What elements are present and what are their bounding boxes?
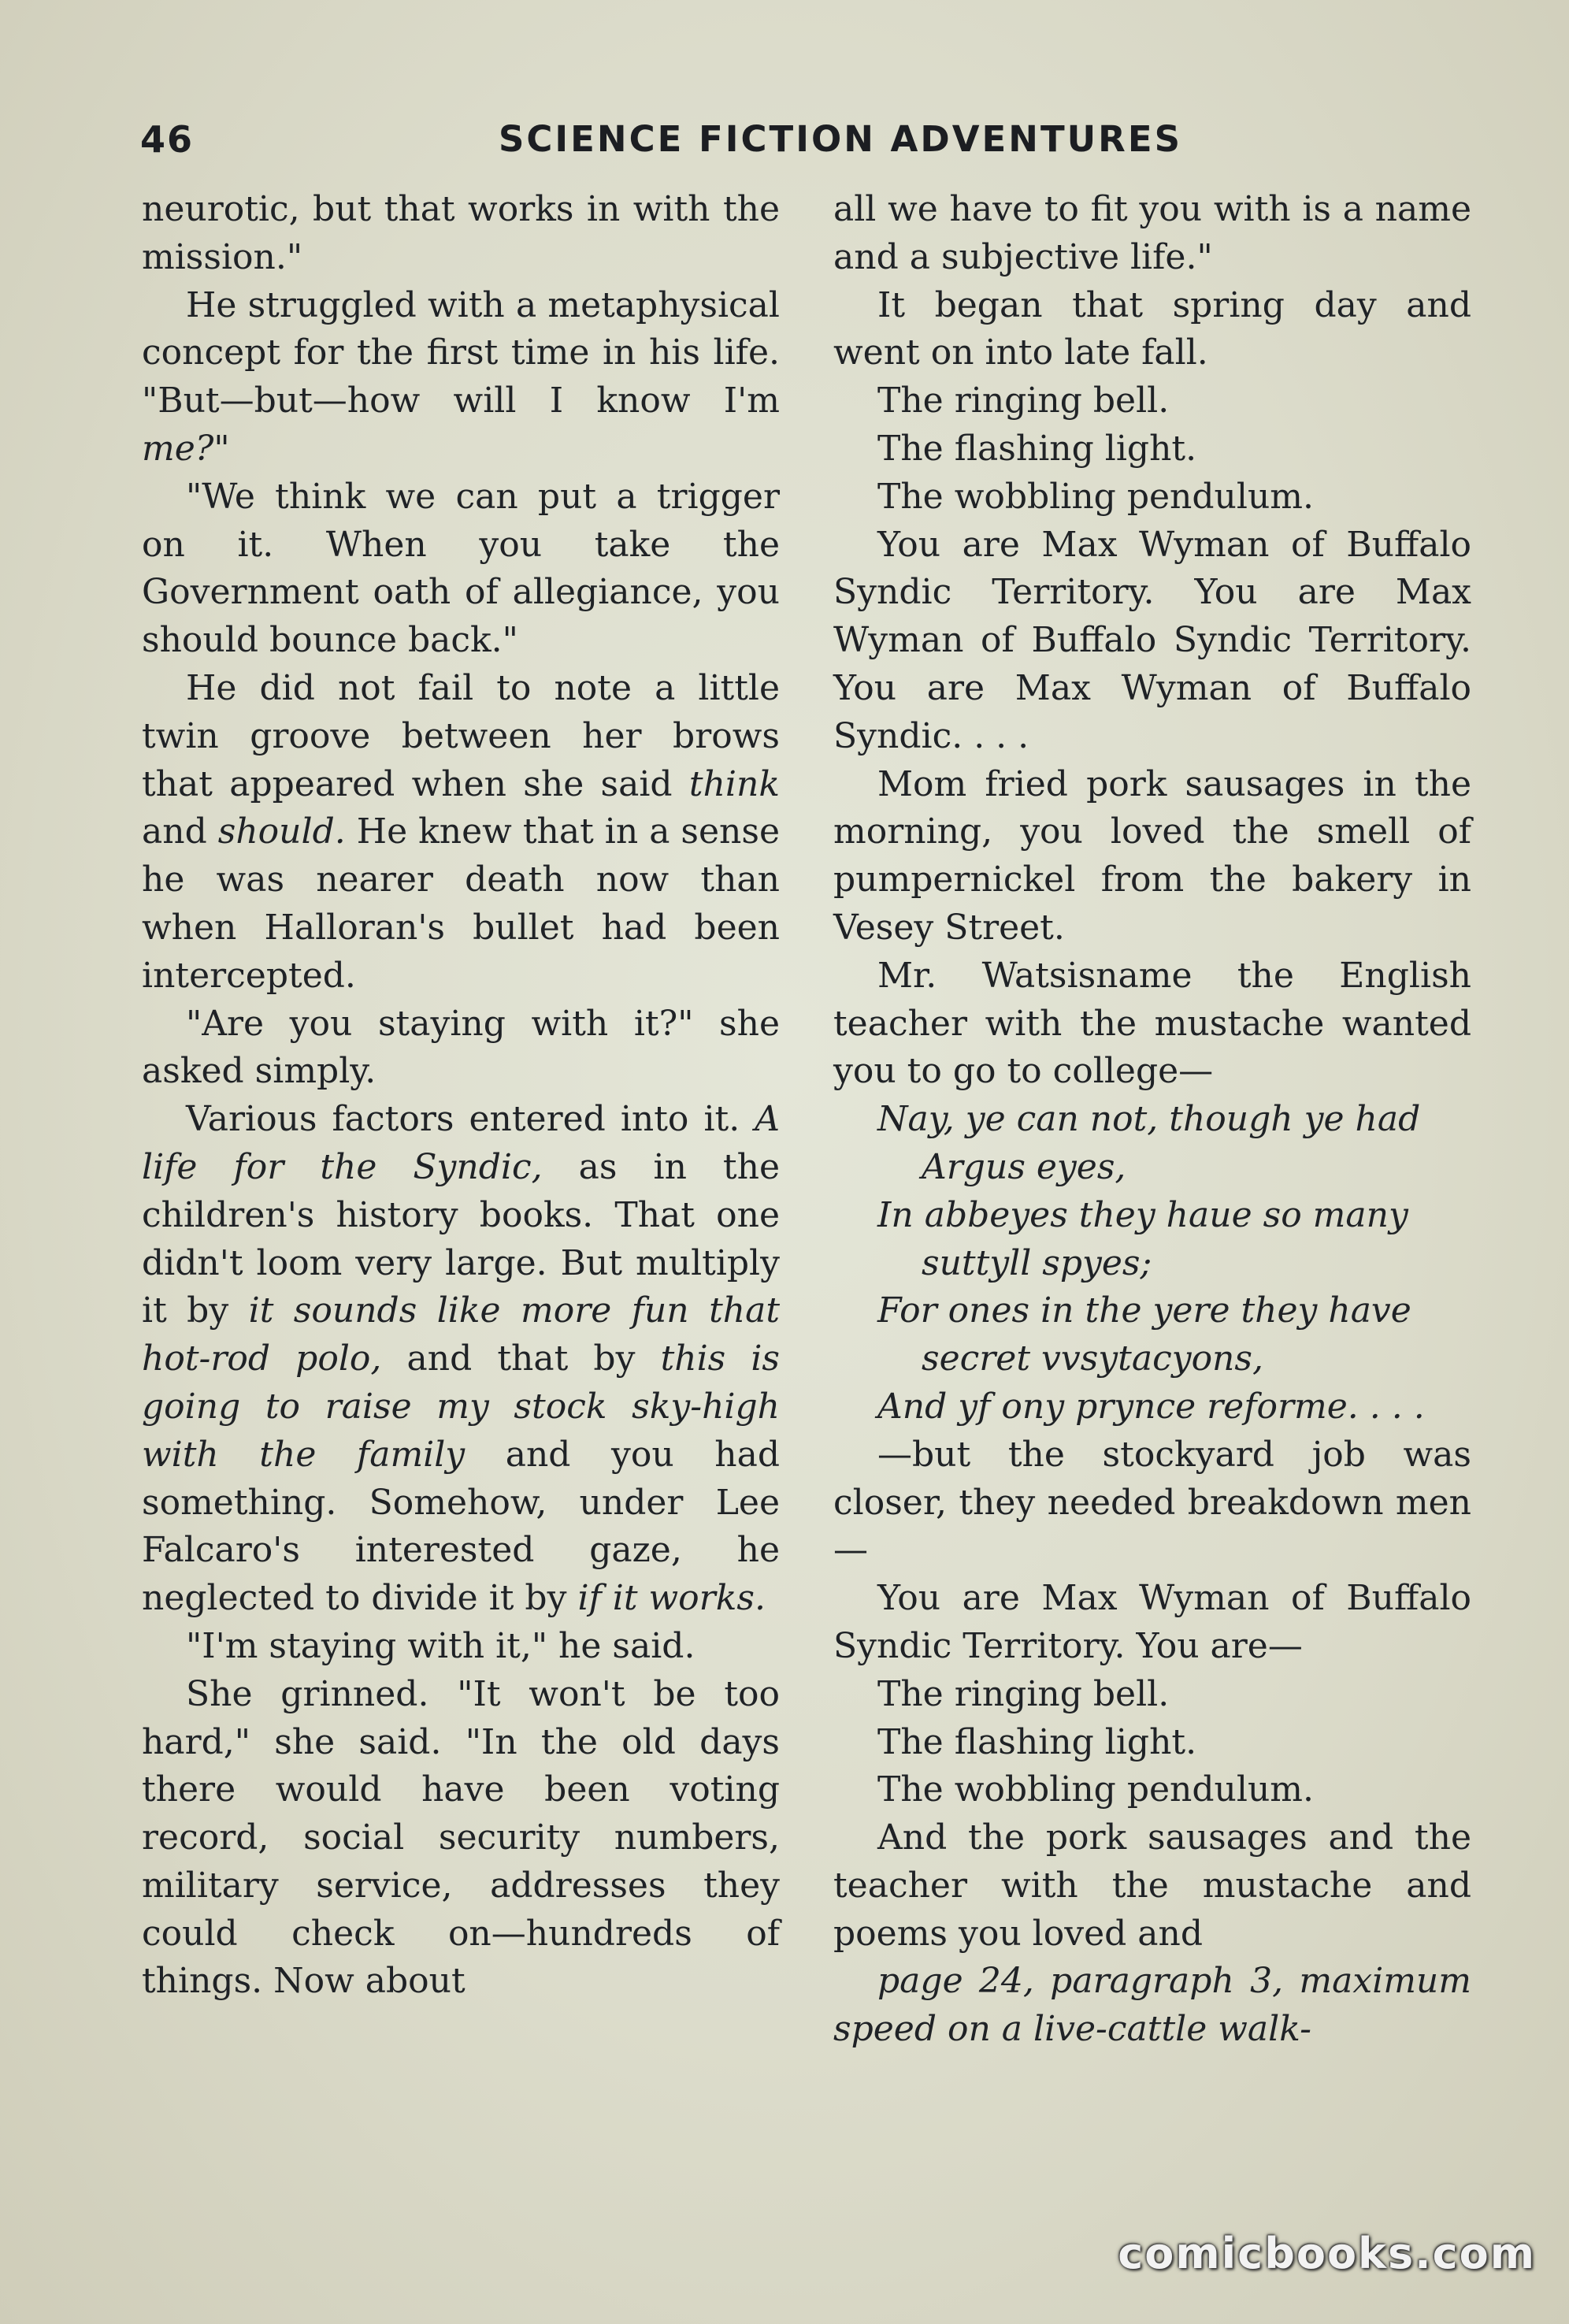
paragraph (142, 1096, 780, 1623)
paragraph: Mom fried pork sausages in the morning, you loved the smell of pumpernickel from the bakery in Vesey Street. (833, 763, 1471, 948)
paragraph: You are Max Wyman of Buffalo Syndic Territory. You are— (833, 1578, 1471, 1666)
paragraph: She grinned. "It won't be too hard," she said. "In the old days there would have been voting record, social security numbers, military service, addresses they could check on—hundreds of things. Now about (142, 1673, 780, 2002)
paragraph: "We think we can put a trigger on it. When you take the Government oath of allegiance, you should bounce back." (142, 476, 780, 661)
right-column (833, 186, 1471, 2054)
italic-run: it sounds like more fun that hot-rod polo, (142, 1290, 781, 1379)
paragraph: The ringing bell. (877, 1673, 1170, 1714)
paragraph: The wobbling pendulum. (877, 476, 1314, 517)
italic-run: if it works. (577, 1578, 766, 1619)
text-run: He did not fail to note a little twin groove between her brows that appeared when she said (142, 667, 780, 804)
text-run: He knew that in a sense he was nearer death now than when Halloran's bullet had been intercepted. (142, 811, 780, 996)
paragraph: "I'm staying with it," he said. (186, 1625, 695, 1666)
italic-run: page 24, paragraph 3, maximum speed on a live-cattle walk- (833, 1961, 1471, 2050)
paragraph: Mr. Watsisname the English teacher with the mustache wanted you to go to college— (833, 955, 1471, 1092)
italic-run: should. (217, 811, 346, 852)
italic-run: think (688, 763, 780, 804)
italic-run: this is going to raise my stock sky-high with the family (142, 1338, 781, 1475)
site-watermark: comicbooks.com (1118, 2229, 1536, 2278)
text-run: as in the children's history books. That one didn't loom very large. But multiply it by (142, 1146, 780, 1331)
paragraph: The ringing bell. (877, 381, 1170, 421)
text-run: and you had something. Somehow, under Lee Falcaro's interested gaze, he neglected to divide it by (142, 1434, 780, 1619)
paragraph: all we have to fit you with is a name and a subjective life." (833, 189, 1471, 277)
text-run: and that by (381, 1338, 661, 1379)
paragraph: And the pork sausages and the teacher with the mustache and poems you loved and (833, 1817, 1471, 1954)
paragraph: —but the stockyard job was closer, they needed breakdown men— (833, 1434, 1471, 1571)
poem-line: For ones in the yere they have secret vvsytacyons, (877, 1290, 1411, 1379)
paragraph: The flashing light. (877, 1721, 1197, 1762)
poem-line: And yf ony prynce reforme. . . . (877, 1386, 1425, 1427)
left-column (142, 186, 780, 2006)
paragraph (833, 1958, 1471, 2054)
running-head: SCIENCE FICTION ADVENTURES (499, 118, 1182, 160)
poem-line: Nay, ye can not, though ye had Argus eyes, (877, 1099, 1421, 1187)
poem-line: In abbeyes they haue so many suttyll spyes; (877, 1194, 1408, 1283)
text-run: He struggled with a metaphysical concept for the first time in his life. "But—but—how will I know I'm (142, 284, 780, 421)
paragraph: "Are you staying with it?" she asked simply. (142, 1003, 780, 1092)
paragraph: neurotic, but that works in with the mission." (142, 189, 780, 277)
paragraph: The flashing light. (877, 428, 1197, 469)
paragraph (142, 282, 780, 473)
italic-run: me? (142, 428, 214, 469)
paragraph: It began that spring day and went on into late fall. (833, 284, 1471, 373)
italic-run: A life for the Syndic, (142, 1099, 780, 1187)
text-run: Various factors entered into it. (186, 1099, 755, 1140)
text-run: " (213, 428, 230, 469)
page-number: 46 (140, 118, 195, 161)
page-header (140, 118, 1463, 173)
paragraph (142, 665, 780, 1001)
paragraph: The wobbling pendulum. (877, 1769, 1314, 1810)
paragraph: You are Max Wyman of Buffalo Syndic Territory. You are Max Wyman of Buffalo Syndic Territory. You are Max Wyman of Buffalo Syndic. . . . (833, 524, 1471, 756)
text-run: and (142, 811, 218, 852)
